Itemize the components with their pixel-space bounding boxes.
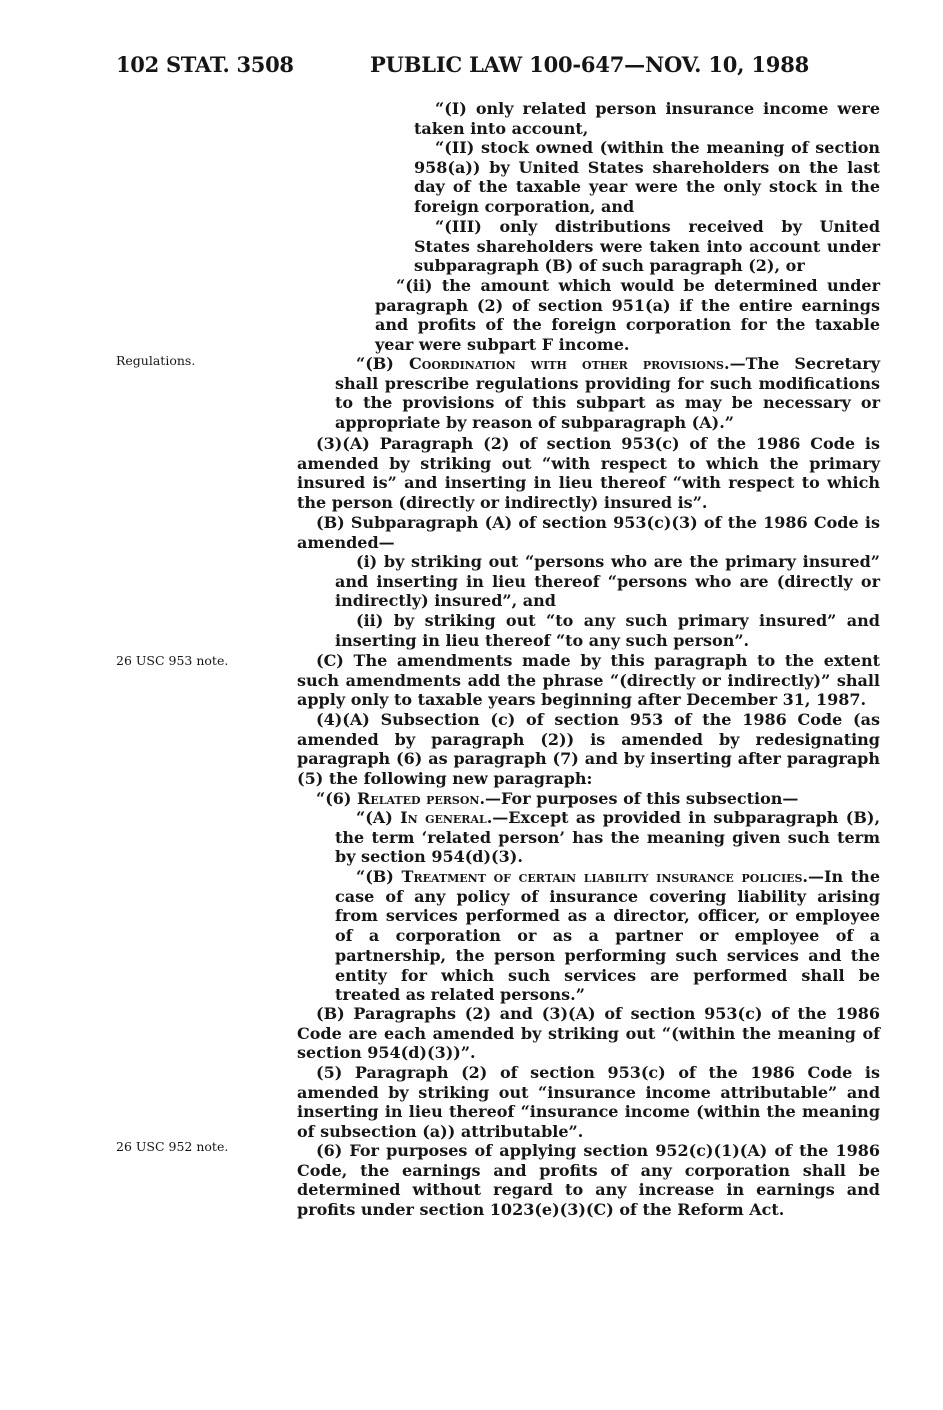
- paragraph-3b: (B) Subparagraph (A) of section 953(c)(3) of the 1986 Code is amended—: [297, 513, 880, 552]
- clause-ii-amount: “(ii) the amount which would be determined under paragraph (2) of section 951(a) if the entire earnings and profits of the foreign corporation for the taxable year were subpart F income.: [375, 276, 880, 355]
- clause-iii-3: “(III) only distributions received by United States shareholders were taken into account under subparagraph (B) of such paragraph (2), or: [414, 217, 880, 276]
- paragraph-3a: (3)(A) Paragraph (2) of section 953(c) of the 1986 Code is amended by striking out “with respect to which the primary insured is” and inserting in lieu thereof “with respect to which the person (directly or indirectly) insured is”.: [297, 434, 880, 513]
- paragraph-5: (5) Paragraph (2) of section 953(c) of the 1986 Code is amended by striking out “insurance income attributable” and inserting in lieu thereof “insurance income (within the meaning of subsection (a)) attributable”.: [297, 1063, 880, 1142]
- subparagraph-lead: “(B): [356, 354, 409, 373]
- page-header: [0, 52, 943, 84]
- paragraph-body: —For purposes of this subsection—: [485, 789, 799, 808]
- paragraph-6: (6) For purposes of applying section 952(c)(1)(A) of the 1986 Code, the earnings and profits of any corporation shall be determined without regard to any increase in earnings and profits under section 1023(e)(3)(C) of the Reform Act.: [297, 1141, 880, 1220]
- subparagraph-heading: Coordination with other provisions.: [409, 354, 730, 373]
- paragraph-lead: “(6): [316, 789, 358, 808]
- new-paragraph-6: [297, 789, 880, 809]
- subparagraph-heading: Treatment of certain liability insurance policies.: [401, 867, 808, 886]
- margin-note-953: 26 USC 953 note.: [116, 653, 229, 668]
- margin-note-952: 26 USC 952 note.: [116, 1139, 229, 1154]
- running-title: PUBLIC LAW 100-647—NOV. 10, 1988: [370, 52, 810, 77]
- page-number: 102 STAT. 3508: [116, 52, 294, 77]
- clause-3b-i: (i) by striking out “persons who are the primary insured” and inserting in lieu thereof “persons who are (directly or indirectly) insured”, and: [335, 552, 880, 611]
- new-subparagraph-b: [335, 867, 880, 1005]
- margin-note-regulations: Regulations.: [116, 353, 196, 368]
- subparagraph-b-coordination: [335, 354, 880, 433]
- clause-ii-2: “(II) stock owned (within the meaning of section 958(a)) by United States shareholders on the last day of the taxable year were the only stock in the foreign corporation, and: [414, 138, 880, 217]
- paragraph-4a: (4)(A) Subsection (c) of section 953 of the 1986 Code (as amended by paragraph (2)) is amended by redesignating paragraph (6) as paragraph (7) and by inserting after paragraph (5) the following new paragraph:: [297, 710, 880, 789]
- subparagraph-lead: “(B): [356, 867, 402, 886]
- new-subparagraph-a: [335, 808, 880, 867]
- subparagraph-body: —In the case of any policy of insurance covering liability arising from services performed as a director, officer, or employee of a corporation or as a partner or employee of a partnership, the person performing such services and the entity for which such services are performed shall be treated as related persons.”: [335, 867, 880, 1005]
- subparagraph-lead: “(A): [356, 808, 401, 827]
- subparagraph-heading: In general.: [400, 808, 493, 827]
- paragraph-4b: (B) Paragraphs (2) and (3)(A) of section 953(c) of the 1986 Code are each amended by striking out “(within the meaning of section 954(d)(3))”.: [297, 1004, 880, 1063]
- paragraph-3c: (C) The amendments made by this paragraph to the extent such amendments add the phrase “(directly or indirectly)” shall apply only to taxable years beginning after December 31, 1987.: [297, 651, 880, 710]
- subparagraph-body: —The Secretary shall prescribe regulations providing for such modifications to the provisions of this subpart as may be necessary or appropriate by reason of subparagraph (A).”: [335, 354, 880, 433]
- paragraph-heading: Related person.: [357, 789, 486, 808]
- clause-3b-ii: (ii) by striking out “to any such primary insured” and inserting in lieu thereof “to any such person”.: [335, 611, 880, 650]
- clause-i-1: “(I) only related person insurance income were taken into account,: [414, 99, 880, 138]
- subparagraph-body: —Except as provided in subparagraph (B), the term ‘related person’ has the meaning given such term by section 954(d)(3).: [335, 808, 881, 867]
